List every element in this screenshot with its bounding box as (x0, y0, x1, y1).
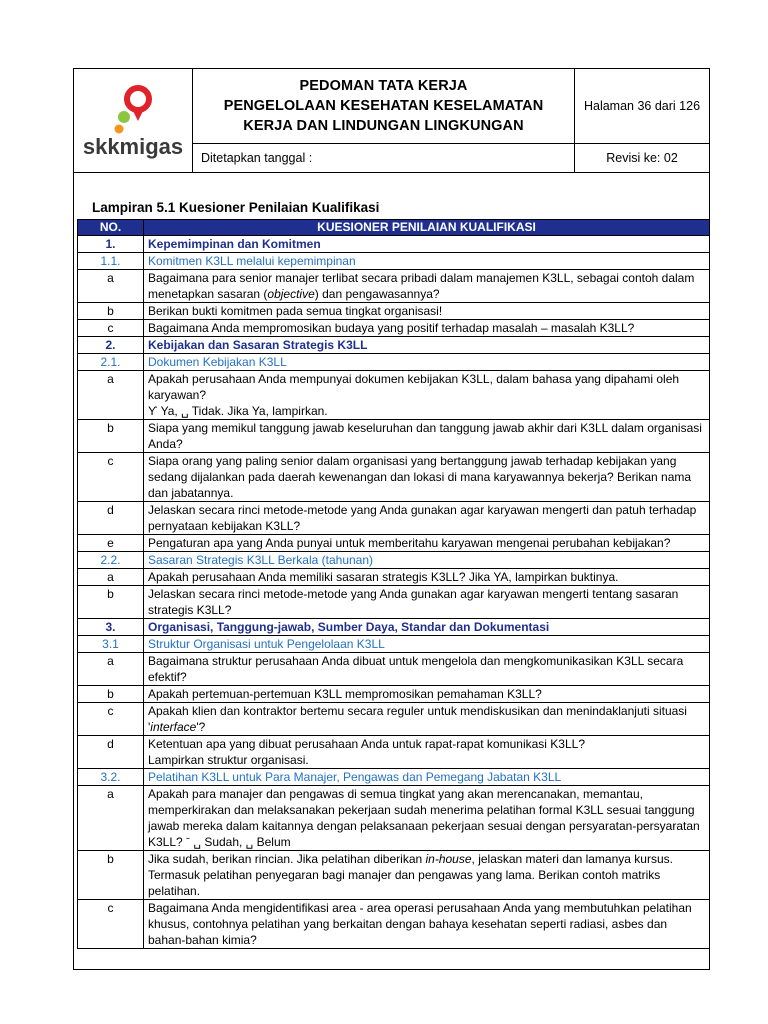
row-number: 2.1. (78, 354, 144, 371)
table-row (78, 535, 710, 552)
page-info: Halaman 36 dari 126 (575, 69, 710, 144)
row-number: b (78, 586, 144, 619)
row-number: d (78, 502, 144, 535)
row-number: a (78, 569, 144, 586)
skkmigas-logo-icon (78, 81, 188, 161)
table-row (78, 636, 710, 653)
row-number: b (78, 686, 144, 703)
table-row (78, 337, 710, 354)
question-text: Jika sudah, berikan rincian. Jika pelatihan diberikan in-house, jelaskan materi dan lamanya kursus. Termasuk pelatihan penyegaran bagi manajer dan pengawas yang lama. Berikan contoh matriks pelatihan. (144, 851, 710, 900)
title-line-3: KERJA DAN LINDUNGAN LINGKUNGAN (243, 118, 524, 134)
row-number: 3. (78, 619, 144, 636)
subsection-title: Dokumen Kebijakan K3LL (144, 354, 710, 371)
row-number: e (78, 535, 144, 552)
table-row (78, 851, 710, 900)
column-header-title: KUESIONER PENILAIAN KUALIFIKASI (144, 220, 710, 236)
question-text: Bagaimana Anda mempromosikan budaya yang positif terhadap masalah – masalah K3LL? (144, 320, 710, 337)
table-row (78, 270, 710, 303)
question-text: Siapa yang memikul tanggung jawab keseluruhan dan tanggung jawab akhir dari K3LL dalam organisasi Anda? (144, 420, 710, 453)
document-title (193, 69, 575, 144)
subsection-title: Sasaran Strategis K3LL Berkala (tahunan) (144, 552, 710, 569)
questionnaire-table (77, 219, 710, 949)
document-header (73, 68, 710, 173)
established-date-label: Ditetapkan tanggal : (193, 144, 575, 173)
revision-label: Revisi ke: 02 (575, 144, 710, 173)
appendix-title: Lampiran 5.1 Kuesioner Penilaian Kualifikasi (92, 200, 380, 215)
question-text: Berikan bukti komitmen pada semua tingkat organisasi! (144, 303, 710, 320)
row-number: 2.2. (78, 552, 144, 569)
question-text: Pengaturan apa yang Anda punyai untuk memberitahu karyawan mengenai perubahan kebijakan? (144, 535, 710, 552)
table-row (78, 786, 710, 851)
table-row (78, 552, 710, 569)
subsection-title: Struktur Organisasi untuk Pengelolaan K3LL (144, 636, 710, 653)
subsection-title: Komitmen K3LL melalui kepemimpinan (144, 253, 710, 270)
row-number: a (78, 371, 144, 420)
table-row (78, 619, 710, 636)
table-row (78, 769, 710, 786)
question-text: Ketentuan apa yang dibuat perusahaan Anda untuk rapat-rapat komunikasi K3LL? Lampirkan struktur organisasi. (144, 736, 710, 769)
row-number: b (78, 851, 144, 900)
table-row (78, 569, 710, 586)
question-extra-text: ϒ Ya, ␣ Tidak. Jika Ya, lampirkan. (148, 404, 328, 418)
table-row (78, 303, 710, 320)
question-text: Apakah perusahaan Anda mempunyai dokumen kebijakan K3LL, dalam bahasa yang dipahami oleh karyawan? ϒ Ya, ␣ Tidak. Jika Ya, lampirkan. (144, 371, 710, 420)
table-row (78, 371, 710, 420)
section-title: Kebijakan dan Sasaran Strategis K3LL (144, 337, 710, 354)
row-number: 2. (78, 337, 144, 354)
row-number: 3.2. (78, 769, 144, 786)
row-number: a (78, 270, 144, 303)
question-text: Apakah para manajer dan pengawas di semua tingkat yang akan merencanakan, memantau, memperkirakan dan melaksanakan pekerjaan sudah menerima pelatihan formal K3LL sesuai tanggung jawab mereka dalam kaitannya dengan pelaksanaan pekerjaan sesuai dengan persyaratan-persyaratan K3LL? ˉ ␣ Sudah, ␣ Belum (144, 786, 710, 851)
question-text: Bagaimana struktur perusahaan Anda dibuat untuk mengelola dan mengkomunikasikan K3LL secara efektif? (144, 653, 710, 686)
question-text: Jelaskan secara rinci metode-metode yang Anda gunakan agar karyawan mengerti tentang sasaran strategis K3LL? (144, 586, 710, 619)
table-row (78, 320, 710, 337)
title-line-2: PENGELOLAAN KESEHATAN KESELAMATAN (223, 98, 544, 114)
column-header-no: NO. (78, 220, 144, 236)
question-text: Bagaimana para senior manajer terlibat secara pribadi dalam manajemen K3LL, sebagai contoh dalam menetapkan sasaran (objective) dan pengawasannya? (144, 270, 710, 303)
row-number: b (78, 303, 144, 320)
row-number: d (78, 736, 144, 769)
row-number: c (78, 900, 144, 949)
section-title: Organisasi, Tanggung-jawab, Sumber Daya, Standar dan Dokumentasi (144, 619, 710, 636)
question-text: Apakah pertemuan-pertemuan K3LL mempromosikan pemahaman K3LL? (144, 686, 710, 703)
table-row (78, 653, 710, 686)
table-row (78, 586, 710, 619)
row-number: a (78, 786, 144, 851)
row-number: c (78, 453, 144, 502)
question-text: Jelaskan secara rinci metode-metode yang Anda gunakan agar karyawan mengerti dan patuh terhadap pernyataan kebijakan K3LL? (144, 502, 710, 535)
title-line-1: PEDOMAN TATA KERJA (299, 78, 468, 94)
question-text: Siapa orang yang paling senior dalam organisasi yang bertanggung jawab terhadap kebijakan yang sedang dijalankan pada daerah kewenangan dan lokasi di mana karyawannya bekerja? Berikan nama dan jabatannya. (144, 453, 710, 502)
table-row (78, 420, 710, 453)
table-row (78, 354, 710, 371)
subsection-title: Pelatihan K3LL untuk Para Manajer, Pengawas dan Pemegang Jabatan K3LL (144, 769, 710, 786)
section-title: Kepemimpinan dan Komitmen (144, 236, 710, 253)
row-number: a (78, 653, 144, 686)
question-text: Apakah klien dan kontraktor bertemu secara reguler untuk mendiskusikan dan menindaklanjuti situasi 'interface'? (144, 703, 710, 736)
row-number: c (78, 320, 144, 337)
question-text: Apakah perusahaan Anda memiliki sasaran strategis K3LL? Jika YA, lampirkan buktinya. (144, 569, 710, 586)
table-row (78, 686, 710, 703)
table-row (78, 703, 710, 736)
question-text: Bagaimana Anda mengidentifikasi area - area operasi perusahaan Anda yang membutuhkan pelatihan khusus, contohnya pelatihan yang berkaitan dengan bahaya kesehatan seperti radiasi, asbes dan bahan-bahan kimia? (144, 900, 710, 949)
row-number: 1.1. (78, 253, 144, 270)
table-row (78, 453, 710, 502)
row-number: b (78, 420, 144, 453)
table-row (78, 253, 710, 270)
table-row (78, 236, 710, 253)
logo-cell (74, 69, 193, 173)
row-number: c (78, 703, 144, 736)
table-row (78, 900, 710, 949)
row-number: 3.1 (78, 636, 144, 653)
row-number: 1. (78, 236, 144, 253)
question-extra-text: Lampirkan struktur organisasi. (148, 753, 309, 767)
table-row (78, 736, 710, 769)
table-row (78, 502, 710, 535)
svg-text:skkmigas: skkmigas (82, 133, 184, 159)
